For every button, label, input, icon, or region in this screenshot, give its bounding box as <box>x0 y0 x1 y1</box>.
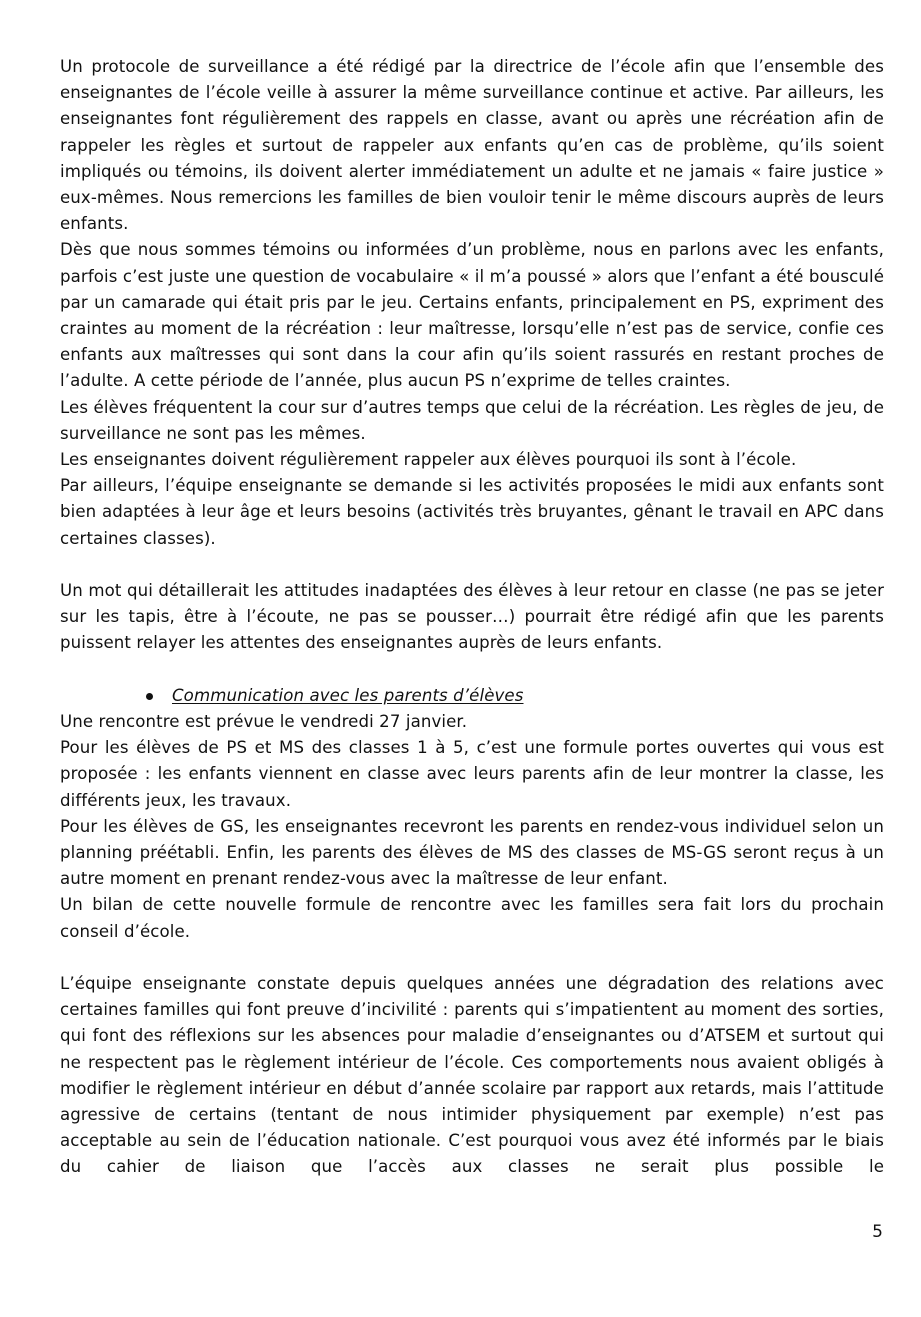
paragraph-temoins: Dès que nous sommes témoins ou informées d’un problème, nous en parlons avec les enfants, parfois c’est juste une question de vocabulaire « il m’a poussé » alors que l’enfant a été bousculé par un camarade qui était pris par le jeu. Certains enfants, principalement en PS, expriment des craintes au moment de la récréation : leur maîtresse, lorsqu’elle n’est pas de service, confie ces enfants aux maîtresses qui sont dans la cour afin qu’ils soient rassurés en restant proches de l’adulte. A cette période de l’année, plus aucun PS n’exprime de telles craintes. <box>60 240 884 391</box>
page-number: 5 <box>872 1222 883 1242</box>
paragraph-bilan: Un bilan de cette nouvelle formule de rencontre avec les familles sera fait lors du prochain conseil d’école. <box>60 895 884 941</box>
paragraph-spacer <box>60 945 884 971</box>
paragraph-activites-midi: Par ailleurs, l’équipe enseignante se demande si les activités proposées le midi aux enfants sont bien adaptées à leur âge et leurs besoins (activités très bruyantes, gênant le travail en APC dans certaines classes). <box>60 476 884 548</box>
section-heading: Communication avec les parents d’élèves <box>172 685 524 705</box>
paragraph-cour: Les élèves fréquentent la cour sur d’autres temps que celui de la récréation. Les règles de jeu, de surveillance ne sont pas les mêmes. <box>60 397 884 443</box>
paragraph-spacer <box>60 552 884 578</box>
paragraph-mot-parents: Un mot qui détaillerait les attitudes inadaptées des élèves à leur retour en classe (ne pas se jeter sur les tapis, être à l’écoute, ne pas se pousser…) pourrait être rédigé afin que les parents puissent relayer les attentes des enseignantes auprès de leurs enfants. <box>60 581 884 653</box>
paragraph-protocole: Un protocole de surveillance a été rédigé par la directrice de l’école afin que l’ensemble des enseignantes de l’école veille à assurer la même surveillance continue et active. Par ailleurs, les enseignantes font régulièrement des rappels en classe, avant ou après une récréation afin de rappeler les règles et surtout de rappeler aux enfants qu’en cas de problème, qu’ils soient impliqués ou témoins, ils doivent alerter immédiatement un adulte et ne jamais « faire justice » eux-mêmes. Nous remercions les familles de bien vouloir tenir le même discours auprès de leurs enfants. <box>60 57 884 234</box>
page-content <box>60 54 884 1181</box>
paragraph-rappel: Les enseignantes doivent régulièrement rappeler aux élèves pourquoi ils sont à l’école. <box>60 450 797 470</box>
section-heading-item <box>60 683 884 709</box>
paragraph-spacer <box>60 657 884 683</box>
paragraph-rencontre: Une rencontre est prévue le vendredi 27 janvier. <box>60 712 468 732</box>
paragraph-portes-ouvertes: Pour les élèves de PS et MS des classes 1 à 5, c’est une formule portes ouvertes qui vous est proposée : les enfants viennent en classe avec leurs parents afin de leur montrer la classe, les différents jeux, les travaux. <box>60 738 884 810</box>
paragraph-incivilite: L’équipe enseignante constate depuis quelques années une dégradation des relations avec certaines familles qui font preuve d’incivilité : parents qui s’impatientent au moment des sorties, qui font des réflexions sur les absences pour maladie d’enseignantes ou d’ATSEM et surtout qui ne respectent pas le règlement intérieur de l’école. Ces comportements nous avaient obligés à modifier le règlement intérieur en début d’année scolaire par rapport aux retards, mais l’attitude agressive de certains (tentant de nous intimider physiquement par exemple) n’est pas acceptable au sein de l’éducation nationale. C’est pourquoi vous avez été informés par le biais du cahier de liaison que l’accès aux classes ne serait plus possible le <box>60 974 884 1177</box>
bullet-icon <box>146 693 153 700</box>
paragraph-gs-rendez-vous: Pour les élèves de GS, les enseignantes recevront les parents en rendez-vous individuel selon un planning préétabli. Enfin, les parents des élèves de MS des classes de MS-GS seront reçus à un autre moment en prenant rendez-vous avec la maîtresse de leur enfant. <box>60 816 884 889</box>
